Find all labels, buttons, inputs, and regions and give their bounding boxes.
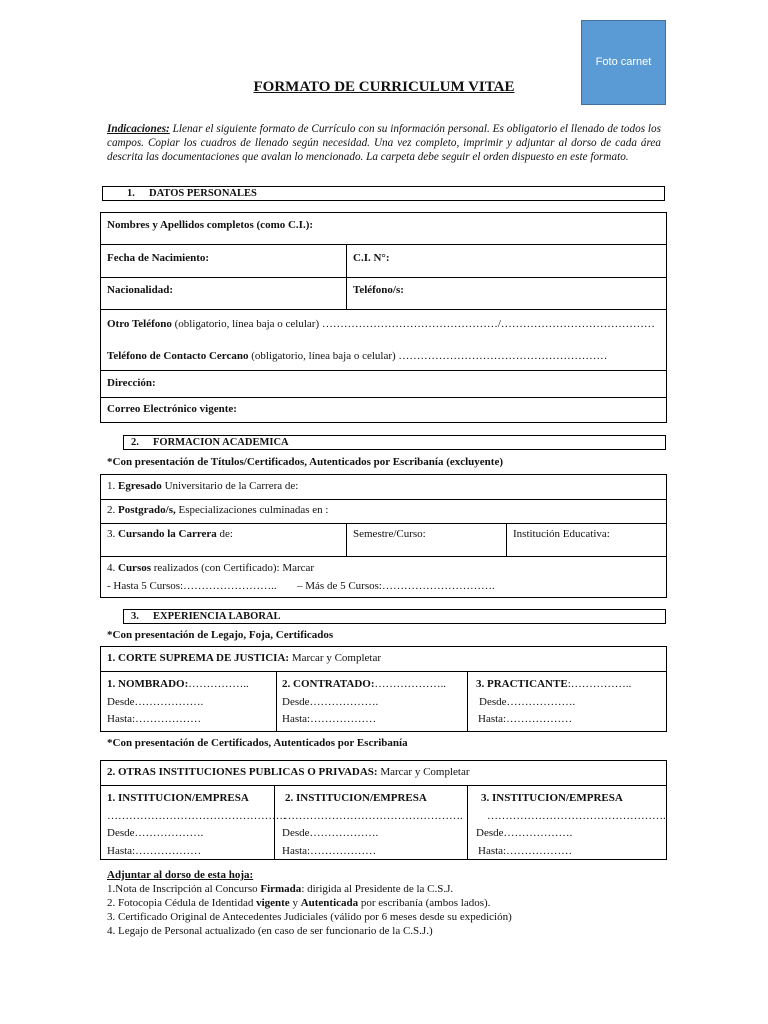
section1-number: 1. — [127, 188, 135, 199]
page-title: FORMATO DE CURRICULUM VITAE — [253, 79, 515, 95]
other-phone-field[interactable] — [107, 318, 655, 330]
section1-header — [102, 186, 665, 201]
practicante-option[interactable] — [476, 678, 631, 690]
institution1-hasta[interactable]: Hasta:……………… — [107, 845, 202, 857]
practicante-label: 3. PRACTICANTE — [476, 678, 568, 690]
courses-label: Cursos — [118, 562, 152, 574]
institution-field[interactable]: Institución Educativa: — [513, 528, 610, 540]
contratado-option[interactable] — [282, 678, 446, 690]
other-institutions-header — [107, 766, 470, 778]
practicante-dots: :…………….. — [567, 678, 632, 690]
attachment-2-rest: por escribanía (ambos lados). — [358, 897, 491, 909]
nombrado-dots: …………….. — [188, 678, 249, 690]
attachment-1-rest: : dirigida al Presidente de la C.S.J. — [301, 883, 454, 895]
section3-title: EXPERIENCIA LABORAL — [153, 611, 281, 622]
section2-title: FORMACION ACADEMICA — [153, 437, 289, 448]
section3-header — [123, 609, 666, 624]
courses-rest: realizados (con Certificado): Marcar — [151, 562, 315, 574]
section3-number: 3. — [131, 611, 139, 622]
attachment-3: 3. Certificado Original de Antecedentes Judiciales (válido por 6 meses desde su expedición) — [107, 911, 512, 923]
csj-rest: Marcar y Completar — [289, 652, 381, 664]
email-field[interactable]: Correo Electrónico vigente: — [107, 403, 237, 415]
contact-phone-field[interactable] — [107, 350, 607, 362]
institution2-title: 2. INSTITUCION/EMPRESA — [285, 792, 427, 804]
nombrado-desde[interactable]: Desde………………. — [107, 696, 204, 708]
attachment-1-bold: Firmada — [260, 883, 302, 895]
attachment-1-pre: 1.Nota de Inscripción al Concurso — [107, 883, 261, 895]
contratado-desde[interactable]: Desde………………. — [282, 696, 379, 708]
instructions-text: Llenar el siguiente formato de Currículo con su información personal. Es obligatorio el llenado de todos los campos. Copiar los cuadros de llenado según necesidad. Una vez completo, imprimir y adjuntar al dorso de cada área descrita las documentaciones que avalan lo mencionado. La carpeta debe seguir el orden dispuesto en este formato. — [107, 123, 661, 164]
section1-title: DATOS PERSONALES — [149, 188, 257, 199]
other-institutions-rest: Marcar y Completar — [377, 766, 470, 778]
other-phone-label: Otro Teléfono — [107, 318, 172, 330]
institution3-desde[interactable]: Desde………………. — [476, 827, 573, 839]
institution2-hasta[interactable]: Hasta:……………… — [282, 845, 377, 857]
graduate-num: 1. — [107, 480, 118, 492]
full-name-field[interactable]: Nombres y Apellidos completos (como C.I.): — [107, 219, 314, 231]
attachment-2 — [107, 896, 512, 910]
graduate-rest: Universitario de la Carrera de: — [161, 480, 299, 492]
institution1-title: 1. INSTITUCION/EMPRESA — [107, 792, 249, 804]
section3-note1: *Con presentación de Legajo, Foja, Certificados — [107, 629, 334, 641]
practicante-hasta[interactable]: Hasta:……………… — [478, 713, 573, 725]
section2-number: 2. — [131, 437, 139, 448]
contratado-label: 2. CONTRATADO: — [282, 678, 375, 690]
current-career-label: Cursando la Carrera — [118, 528, 217, 540]
attachment-1 — [107, 882, 512, 896]
attachment-2-bold1: vigente — [256, 897, 290, 909]
attachments-heading: Adjuntar al dorso de esta hoja: — [107, 869, 254, 881]
academic-table — [100, 474, 667, 598]
address-field[interactable]: Dirección: — [107, 377, 156, 389]
postgrad-field[interactable] — [107, 504, 328, 516]
nombrado-option[interactable] — [107, 678, 249, 690]
attachment-2-pre: 2. Fotocopia Cédula de Identidad — [107, 897, 257, 909]
institution1-name[interactable]: …………………………………………. — [107, 810, 286, 822]
section2-header — [123, 435, 666, 450]
nombrado-hasta[interactable]: Hasta:……………… — [107, 713, 202, 725]
institution2-name[interactable]: …………………………………………. — [284, 810, 463, 822]
contratado-hasta[interactable]: Hasta:……………… — [282, 713, 377, 725]
institution2-desde[interactable]: Desde………………. — [282, 827, 379, 839]
institution3-hasta[interactable]: Hasta:……………… — [478, 845, 573, 857]
courses-num: 4. — [107, 562, 118, 574]
attachment-4: 4. Legajo de Personal actualizado (en caso de ser funcionario de la C.S.J.) — [107, 925, 433, 937]
courses-option-up-to-5[interactable]: - Hasta 5 Cursos:…………………….. — [107, 580, 277, 592]
contact-phone-label: Teléfono de Contacto Cercano — [107, 350, 249, 362]
phone-field[interactable]: Teléfono/s: — [353, 284, 404, 296]
birth-date-field[interactable]: Fecha de Nacimiento: — [107, 252, 210, 264]
current-career-num: 3. — [107, 528, 118, 540]
attachments-list — [107, 868, 512, 938]
current-career-rest: de: — [216, 528, 233, 540]
section3-note2: *Con presentación de Certificados, Autenticados por Escribanía — [107, 737, 408, 749]
contratado-dots: ……………….. — [374, 678, 446, 690]
courses-option-more-5[interactable]: – Más de 5 Cursos:…………………………. — [297, 580, 495, 592]
graduate-label: Egresado — [118, 480, 162, 492]
other-phone-hint: (obligatorio, línea baja o celular) …………………………………………/…………………………………… — [171, 318, 655, 330]
section2-note: *Con presentación de Títulos/Certificados, Autenticados por Escribanía (excluyente) — [107, 456, 503, 468]
postgrad-label: Postgrado/s, — [118, 504, 176, 516]
institution1-desde[interactable]: Desde………………. — [107, 827, 204, 839]
personal-data-table — [100, 212, 667, 423]
current-career-field[interactable] — [107, 528, 233, 540]
graduate-field[interactable] — [107, 480, 298, 492]
nationality-field[interactable]: Nacionalidad: — [107, 284, 174, 296]
photo-label: Foto carnet — [595, 56, 652, 68]
instructions — [107, 122, 661, 165]
other-institutions-table — [100, 760, 667, 860]
institution3-title: 3. INSTITUCION/EMPRESA — [481, 792, 623, 804]
postgrad-rest: Especializaciones culminadas en : — [175, 504, 329, 516]
practicante-desde[interactable]: Desde………………. — [479, 696, 576, 708]
other-institutions-label: 2. OTRAS INSTITUCIONES PUBLICAS O PRIVADAS: — [107, 766, 378, 778]
semester-field[interactable]: Semestre/Curso: — [353, 528, 426, 540]
contact-phone-hint: (obligatorio, línea baja o celular) ………………………………………………… — [248, 350, 608, 362]
ci-field[interactable]: C.I. N°: — [353, 252, 390, 264]
postgrad-num: 2. — [107, 504, 118, 516]
institution3-name[interactable]: …………………………………………. — [487, 810, 666, 822]
instructions-label: Indicaciones: — [107, 123, 170, 135]
nombrado-label: 1. NOMBRADO: — [107, 678, 189, 690]
courses-field — [107, 562, 314, 574]
csj-header — [107, 652, 381, 664]
csj-table — [100, 646, 667, 732]
attachment-2-bold2: Autenticada — [300, 897, 359, 909]
attachment-2-mid: y — [289, 897, 301, 909]
csj-label: 1. CORTE SUPREMA DE JUSTICIA: — [107, 652, 290, 664]
